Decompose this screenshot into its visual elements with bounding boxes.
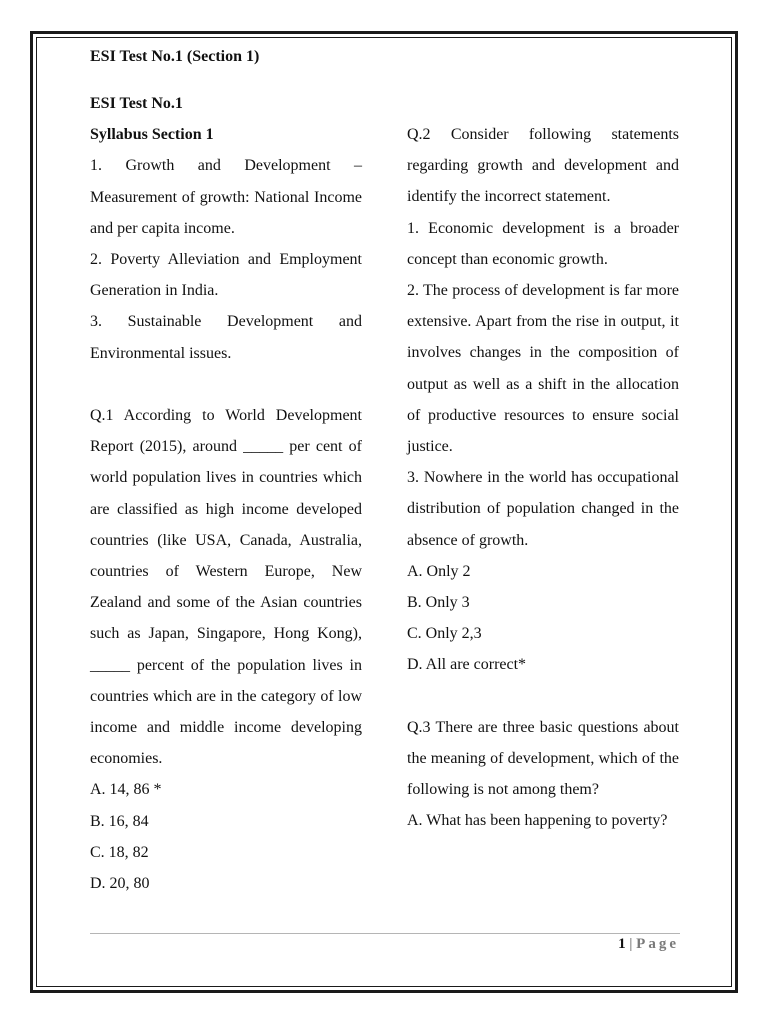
question-3-text: Q.3 There are three basic questions about the meaning of development, which of the following is not among them? [407,718,679,799]
right-column [407,119,679,837]
question-1-option: C. 18, 82 [90,843,149,861]
page-number: 1 [618,936,626,952]
page-separator: | [629,936,633,952]
syllabus-heading: Syllabus Section 1 [90,126,214,144]
syllabus-item: 1. Growth and Development – Measurement of growth: National Income and per capita income. [90,157,362,237]
question-1-option: A. 14, 86 * [90,781,162,799]
question-2-statement: 1. Economic development is a broader concept than economic growth. [407,219,679,268]
question-2-statement: 3. Nowhere in the world has occupational distribution of population changed in the absence of growth. [407,469,679,549]
test-title: ESI Test No.1 [90,95,183,112]
question-2-option: D. All are correct* [407,656,527,674]
page-footer [618,936,679,953]
question-2-option: A. Only 2 [407,562,471,580]
question-2-option: B. Only 3 [407,594,470,612]
question-1-option: D. 20, 80 [90,875,150,893]
footer-rule [90,933,680,934]
question-2-statement: 2. The process of development is far more extensive. Apart from the rise in output, it involves changes in the composition of output as well as a shift in the allocation of productive resources to ensure social justice. [407,282,679,456]
question-3-option: A. What has been happening to poverty? [407,812,668,830]
left-column [90,88,362,899]
question-1-option: B. 16, 84 [90,812,149,830]
syllabus-item: 3. Sustainable Development and Environmental issues. [90,313,362,362]
page-header: ESI Test No.1 (Section 1) [90,48,260,65]
question-2-text: Q.2 Consider following statements regarding growth and development and identify the incorrect statement. [407,126,679,206]
question-1-text: Q.1 According to World Development Report (2015), around _____ per cent of world population lives in countries which are classified as high income developed countries (like USA, Canada, Australia, countries of Western Europe, New Zealand and some of the Asian countries such as Japan, Singapore, Hong Kong), _____ percent of the population lives in countries which are in the category of low income and middle income developing economies. [90,407,362,768]
page-label: Page [636,936,679,952]
question-2-option: C. Only 2,3 [407,625,482,643]
syllabus-item: 2. Poverty Alleviation and Employment Generation in India. [90,251,362,300]
